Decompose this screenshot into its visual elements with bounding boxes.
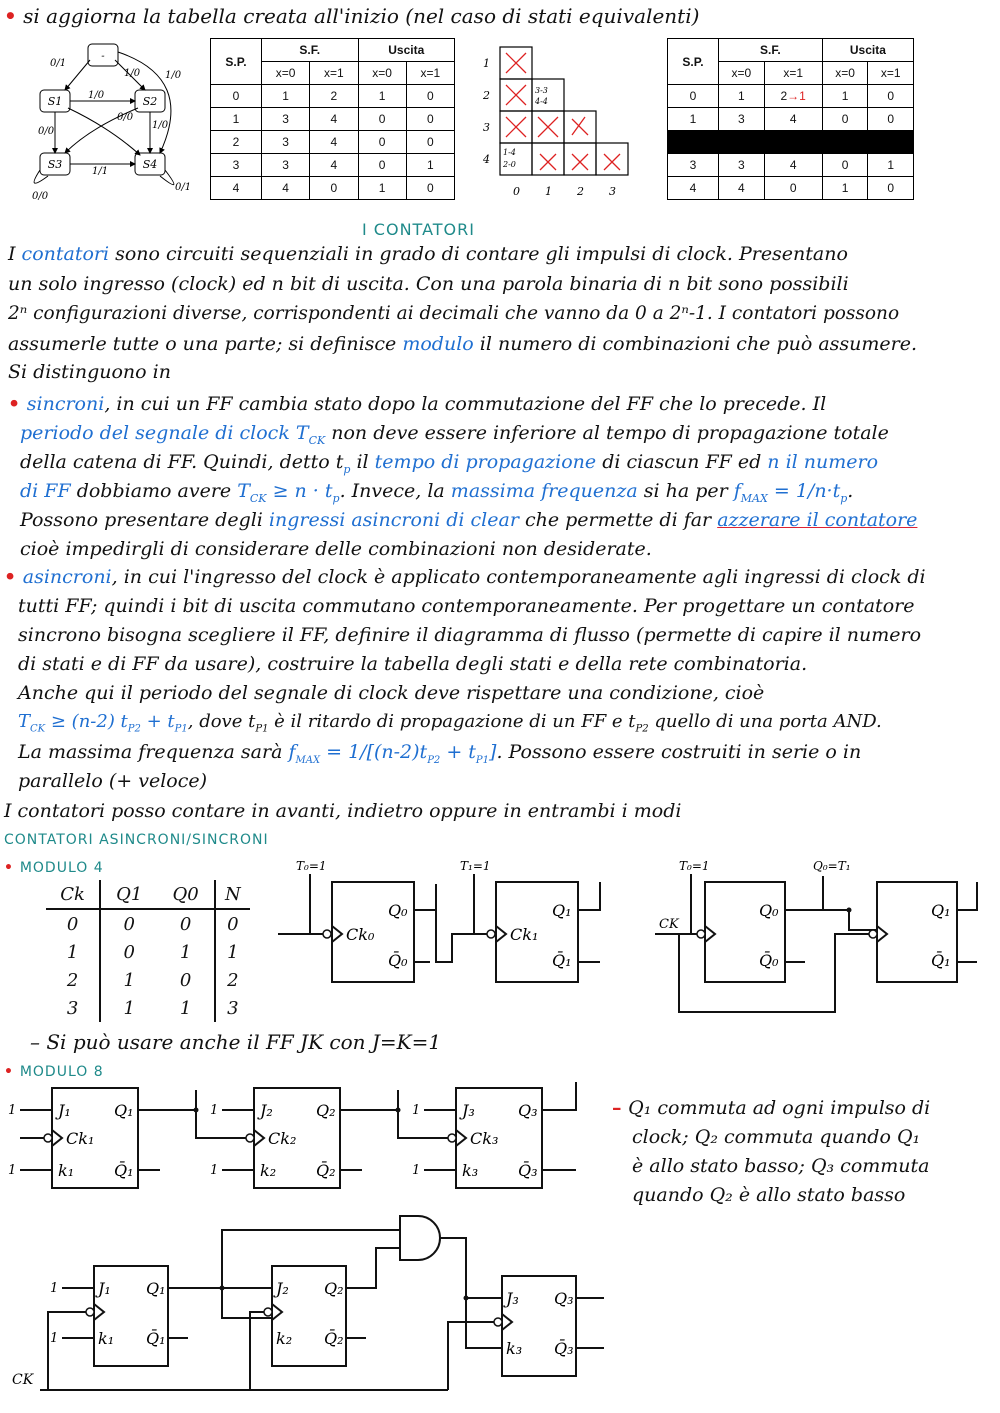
q1-label: Q₁ — [146, 1279, 166, 1298]
q3-label: Q₃ — [554, 1289, 574, 1308]
q2-label: Q₂ — [316, 1101, 336, 1120]
cell: 0 — [822, 108, 868, 131]
async-line-3: sincrono bisogna scegliere il FF, definire il diagramma di flusso (permette di capire il numero — [18, 624, 922, 646]
formula: = 1/[(n-2)t — [320, 741, 428, 763]
ck-label: CK — [659, 917, 679, 932]
cell: 1 — [719, 85, 765, 108]
subsection-title: CONTATORI ASINCRONI/SINCRONI — [4, 832, 269, 848]
one-label: 1 — [210, 1103, 219, 1118]
col-sp: S.P. — [668, 39, 719, 85]
term-contatori: contatori — [21, 243, 110, 265]
sync-line-5 — [20, 509, 917, 531]
cell: 4 — [310, 108, 358, 131]
pair-note: 4-4 — [535, 97, 548, 106]
text: dobbiamo avere — [70, 480, 238, 502]
sub-header: x=1 — [406, 62, 454, 85]
cell: 4 — [764, 108, 822, 131]
edge-label: 1/0 — [124, 68, 141, 79]
text: sono circuiti sequenziali in grado di contare gli impulsi di clock. Presentano — [109, 243, 848, 265]
ck1-label: Ck₁ — [66, 1129, 95, 1148]
q1-label: Q₁ — [931, 901, 951, 920]
text: di ciascun FF ed — [596, 451, 768, 473]
one-label: 1 — [8, 1163, 17, 1178]
sub: P1 — [475, 754, 490, 766]
term-clear: ingressi asincroni di clear — [268, 509, 519, 531]
cell: 1 — [123, 969, 135, 991]
sub: P2 — [635, 723, 649, 735]
cell: 0 — [868, 108, 914, 131]
counting-line: I contatori posso contare in avanti, indietro oppure in entrambi i modi — [4, 800, 682, 822]
formula: f — [733, 480, 741, 502]
table-row — [668, 108, 914, 131]
k3-label: k₃ — [462, 1161, 479, 1180]
cell: 3 — [719, 154, 765, 177]
cell: 1 — [179, 997, 192, 1019]
sync-line-4 — [20, 480, 853, 505]
ck-label: CK — [12, 1372, 34, 1388]
cell: 0 — [179, 913, 192, 935]
sync-line-3 — [20, 451, 878, 476]
cell: 2 — [310, 85, 358, 108]
cell: 1 — [262, 85, 310, 108]
sub: CK — [30, 723, 46, 735]
q1n-label: Q̄₁ — [552, 951, 572, 970]
cell: 0 — [868, 85, 914, 108]
q2n-label: Q̄₂ — [316, 1161, 336, 1180]
cell: 1 — [46, 938, 100, 966]
sub-header: x=0 — [262, 62, 310, 85]
t1-label: T₁=1 — [460, 859, 491, 873]
row-label: 4 — [483, 153, 490, 166]
cell: 4 — [764, 154, 822, 177]
q0-label: Q₀ — [759, 901, 779, 920]
sync-line-6: cioè impedirgli di considerare delle combinazioni non desiderate. — [20, 538, 652, 560]
mod4-async-circuit — [270, 852, 610, 1022]
table-row — [211, 85, 455, 108]
j2-label: J₂ — [276, 1279, 289, 1298]
state-table-1 — [210, 38, 455, 200]
q1-label: Q₁ — [552, 901, 572, 920]
ck2-label: Ck₂ — [268, 1129, 297, 1148]
node-0: - — [101, 51, 105, 62]
node-s3: S3 — [47, 158, 63, 171]
node-s2: S2 — [142, 95, 158, 108]
cell: 0 — [310, 177, 358, 200]
q0-label: Q₀ — [388, 901, 408, 920]
table-row — [668, 154, 914, 177]
async-line-1: • asincroni, in cui l'ingresso del clock è applicato contemporaneamente agli ingressi di clock di — [4, 566, 926, 588]
t0-label: T₀=1 — [679, 859, 710, 873]
sub-header: x=0 — [822, 62, 868, 85]
cell: 3 — [215, 994, 250, 1022]
cell: 0 — [211, 85, 262, 108]
sub: P2 — [127, 723, 141, 735]
cell: 0 — [123, 941, 135, 963]
k2-label: k₂ — [260, 1161, 277, 1180]
text: , in cui l'ingresso del clock è applicato contemporaneamente agli ingressi di clock di — [111, 566, 926, 588]
sync-line-2 — [20, 422, 889, 447]
state-diagram — [20, 38, 200, 203]
text: , dove t — [187, 711, 256, 732]
sub: CK — [249, 491, 267, 505]
bullet: • — [4, 4, 17, 28]
table-row — [211, 108, 455, 131]
edge-label: 0/1 — [175, 182, 192, 193]
cell: 0 — [358, 108, 406, 131]
text: si ha per — [637, 480, 734, 502]
t0-label: T₀=1 — [296, 859, 327, 873]
cell: 1 — [179, 941, 192, 963]
sub: p — [840, 491, 848, 505]
state-table-2 — [667, 38, 914, 200]
async-line-6 — [18, 711, 882, 735]
cell: 1 — [358, 85, 406, 108]
text: , in cui un FF cambia stato dopo la commutazione del FF che lo precede. Il — [104, 393, 827, 415]
one-label: 1 — [412, 1103, 421, 1118]
async-line-2: tutti FF; quindi i bit di uscita commutano contemporaneamente. Per progettare un contatore — [18, 595, 915, 617]
async-line-7 — [18, 741, 861, 766]
edge-label: 0/0 — [32, 191, 49, 202]
note-line: è allo stato basso; Q₃ commuta — [632, 1155, 930, 1177]
cell: 0 — [123, 913, 135, 935]
text: il — [350, 451, 375, 473]
one-label: 1 — [8, 1103, 17, 1118]
sub-header: x=1 — [764, 62, 822, 85]
header: Q1 — [116, 883, 143, 905]
cell: 4 — [668, 177, 719, 200]
term-freq: massima frequenza — [450, 480, 638, 502]
pair-note: 3-3 — [535, 86, 548, 95]
cell: 0 — [868, 177, 914, 200]
k1-label: k₁ — [58, 1161, 75, 1180]
q1n-label: Q̄₁ — [114, 1161, 134, 1180]
cell: 2 — [215, 966, 250, 994]
sub: p — [332, 491, 340, 505]
implication-table — [475, 42, 645, 202]
one-label: 1 — [412, 1163, 421, 1178]
cell: 3 — [719, 108, 765, 131]
col-sf: S.F. — [262, 39, 359, 62]
formula: ≥ n · t — [266, 480, 333, 502]
table-row — [668, 85, 914, 108]
formula: f — [288, 741, 296, 763]
row-label: 2 — [483, 89, 490, 102]
cell: 1 — [358, 177, 406, 200]
formula: = 1/n·t — [767, 480, 841, 502]
col-out: Uscita — [822, 39, 913, 62]
pair-note: 2-0 — [503, 160, 516, 169]
sub: CK — [308, 433, 326, 447]
q2-label: Q₂ — [324, 1279, 344, 1298]
mod4-table — [46, 880, 250, 1022]
mod4-table-wrap — [46, 880, 250, 1020]
text: della catena di FF. Quindi, detto t — [20, 451, 344, 473]
row-label: 1 — [483, 57, 490, 70]
edge-label: 0/1 — [50, 58, 67, 69]
term-tempo: tempo di propagazione — [374, 451, 597, 473]
intro-line-1 — [8, 243, 848, 265]
cell: 1 — [668, 108, 719, 131]
cell: 2→1 — [764, 85, 822, 108]
section-title: I CONTATORI — [362, 220, 475, 239]
term-asincroni: asincroni — [22, 566, 112, 588]
note-line: quando Q₂ è allo stato basso — [632, 1184, 906, 1206]
cell: 0 — [358, 154, 406, 177]
ck3-label: Ck₃ — [470, 1129, 499, 1148]
header: N — [215, 880, 250, 909]
cell: 1 — [868, 154, 914, 177]
sub: p — [343, 462, 351, 476]
text: assumerle tutte o una parte; si definisce — [8, 333, 403, 355]
sub-header: x=0 — [358, 62, 406, 85]
sub-header: x=1 — [868, 62, 914, 85]
edge-label: 1/0 — [152, 120, 169, 131]
cell: 4 — [719, 177, 765, 200]
term-sincroni: sincroni — [26, 393, 105, 415]
cell: 0 — [668, 85, 719, 108]
sub: MAX — [295, 754, 321, 766]
sub: MAX — [740, 491, 768, 505]
intro-line-5: Si distinguono in — [8, 361, 171, 383]
cell: 2 — [211, 131, 262, 154]
note-line: clock; Q₂ commuta quando Q₁ — [632, 1126, 921, 1148]
text: il numero di combinazioni che può assumere. — [473, 333, 918, 355]
intro-line-2: un solo ingresso (clock) ed n bit di uscita. Con una parola binaria di n bit sono possibili — [8, 273, 849, 295]
cell: 1 — [215, 938, 250, 966]
one-label: 1 — [50, 1331, 59, 1346]
table-row — [668, 177, 914, 200]
q3n-label: Q̄₃ — [554, 1339, 574, 1358]
mod8-note: – Q₁ commuta ad ogni impulso di clock; Q₂ commuta quando Q₁ è allo stato basso; Q₃ commuta quando Q₂ è allo stato basso — [612, 1094, 930, 1210]
text: che permette di far — [518, 509, 718, 531]
node-s1: S1 — [47, 95, 63, 108]
cell: 0 — [764, 177, 822, 200]
q0n-label: Q̄₀ — [388, 951, 408, 970]
col-label: 3 — [609, 185, 616, 198]
q1-label: Q₁ — [114, 1101, 134, 1120]
one-label: 1 — [50, 1281, 59, 1296]
text: di FF — [20, 480, 71, 502]
sub: P2 — [427, 754, 441, 766]
q3-label: Q₃ — [518, 1101, 538, 1120]
formula: T — [237, 480, 250, 502]
label: MODULO 4 — [19, 860, 104, 876]
formula: ≥ (n-2) t — [45, 711, 128, 732]
q0t1-label: Q₀=T₁ — [813, 859, 851, 873]
formula: ] — [489, 741, 497, 763]
mod4-sync-circuit — [655, 852, 985, 1022]
mod8-label: • MODULO 8 — [4, 1064, 104, 1080]
cell: 4 — [211, 177, 262, 200]
pair-note: 1-4 — [503, 148, 516, 157]
term-azzerare: azzerare il contatore — [717, 509, 918, 531]
cell: 0 — [406, 131, 454, 154]
edge-label: 0/0 — [117, 112, 134, 123]
header: Ck — [46, 880, 100, 909]
q2n-label: Q̄₂ — [324, 1329, 344, 1348]
cell: 3 — [211, 154, 262, 177]
col-sf: S.F. — [719, 39, 823, 62]
cell: 0 — [406, 177, 454, 200]
table-row — [46, 994, 250, 1022]
k2-label: k₂ — [276, 1329, 293, 1348]
cell: 3 — [262, 131, 310, 154]
sub: P1 — [174, 723, 188, 735]
q3n-label: Q̄₃ — [518, 1161, 538, 1180]
table-row — [46, 966, 250, 994]
j3-label: J₃ — [462, 1101, 475, 1120]
cell: 3 — [262, 108, 310, 131]
table-row — [46, 909, 250, 938]
cell: 0 — [179, 969, 192, 991]
formula: T — [18, 711, 31, 732]
edge-label: 1/0 — [165, 70, 182, 81]
cell: 1 — [406, 154, 454, 177]
async-line-5: Anche qui il periodo del segnale di clock deve rispettare una condizione, cioè — [18, 682, 765, 704]
intro-line-4 — [8, 333, 917, 355]
cell: 1 — [822, 177, 868, 200]
mod8-sync-circuit — [0, 1208, 620, 1408]
header-line — [4, 4, 699, 28]
text: I — [8, 243, 22, 265]
ck1-label: Ck₁ — [510, 925, 539, 944]
mod4-label: • MODULO 4 — [4, 860, 104, 876]
header-text: si aggiorna la tabella creata all'inizio (nel caso di stati equivalenti) — [23, 4, 700, 28]
k3-label: k₃ — [506, 1339, 523, 1358]
note-line: Q₁ commuta ad ogni impulso di — [628, 1097, 931, 1119]
sync-line-1: • sincroni, in cui un FF cambia stato dopo la commutazione del FF che lo precede. Il — [8, 393, 827, 415]
async-line-8: parallelo (+ veloce) — [18, 770, 208, 792]
j2-label: J₂ — [260, 1101, 273, 1120]
table-row — [211, 154, 455, 177]
term-modulo: modulo — [402, 333, 474, 355]
cell: 0 — [406, 108, 454, 131]
text: Possono presentare degli — [20, 509, 269, 531]
cell: 0 — [46, 909, 100, 938]
formula: + t — [140, 711, 175, 732]
formula: + t — [440, 741, 476, 763]
cell: 1 — [211, 108, 262, 131]
sub-header: x=0 — [719, 62, 765, 85]
text: . Possono essere costruiti in serie o in — [496, 741, 862, 763]
col-sp: S.P. — [211, 39, 262, 85]
cell: 0 — [215, 909, 250, 938]
one-label: 1 — [210, 1163, 219, 1178]
removed-row-bar — [668, 131, 914, 154]
cell: 3 — [262, 154, 310, 177]
table-row — [211, 177, 455, 200]
q0n-label: Q̄₀ — [759, 951, 779, 970]
cell: 3 — [668, 154, 719, 177]
table-row — [46, 938, 250, 966]
cell: 4 — [310, 154, 358, 177]
j1-label: J₁ — [58, 1101, 71, 1120]
text: . — [847, 480, 854, 502]
col-label: 1 — [545, 185, 552, 198]
edge-label: 0/0 — [38, 126, 55, 137]
cell: 0 — [822, 154, 868, 177]
sub: P1 — [255, 723, 269, 735]
sub-header: x=1 — [310, 62, 358, 85]
k1-label: k₁ — [98, 1329, 115, 1348]
cell: 4 — [310, 131, 358, 154]
cell: 1 — [822, 85, 868, 108]
cell: 1 — [123, 997, 135, 1019]
intro-line-3: 2ⁿ configurazioni diverse, corrispondenti ai decimali che vanno da 0 a 2ⁿ-1. I contatori possono — [8, 303, 900, 324]
label: MODULO 8 — [19, 1064, 104, 1080]
text: quello di una porta AND. — [648, 711, 882, 732]
text: non deve essere inferiore al tempo di propagazione totale — [325, 422, 889, 444]
text: La massima frequenza sarà — [18, 741, 289, 763]
edge-label: 1/1 — [92, 166, 109, 177]
text: . Invece, la — [339, 480, 451, 502]
q1n-label: Q̄₁ — [931, 951, 951, 970]
text: è il ritardo di propagazione di un FF e t — [268, 711, 636, 732]
cell: 4 — [262, 177, 310, 200]
async-line-4: di stati e di FF da usare), costruire la tabella degli stati e della rete combinatoria. — [18, 653, 808, 675]
node-s4: S4 — [142, 158, 158, 171]
header: Q0 — [172, 883, 199, 905]
col-label: 2 — [577, 185, 584, 198]
q1n-label: Q̄₁ — [146, 1329, 166, 1348]
ck0-label: Ck₀ — [346, 925, 375, 944]
j1-label: J₁ — [98, 1279, 111, 1298]
row-label: 3 — [483, 121, 490, 134]
mod8-async-circuit — [0, 1076, 600, 1196]
cell: 3 — [46, 994, 100, 1022]
cell: 0 — [406, 85, 454, 108]
edge-label: 1/0 — [88, 90, 105, 101]
col-label: 0 — [513, 185, 520, 198]
col-out: Uscita — [358, 39, 455, 62]
table-row — [211, 131, 455, 154]
j3-label: J₃ — [506, 1289, 519, 1308]
term-periodo: periodo del segnale di clock T — [20, 422, 309, 444]
jk-note: – Si può usare anche il FF JK con J=K=1 — [30, 1030, 442, 1054]
term-n: n il numero — [767, 451, 879, 473]
cell: 0 — [358, 131, 406, 154]
cell: 2 — [46, 966, 100, 994]
